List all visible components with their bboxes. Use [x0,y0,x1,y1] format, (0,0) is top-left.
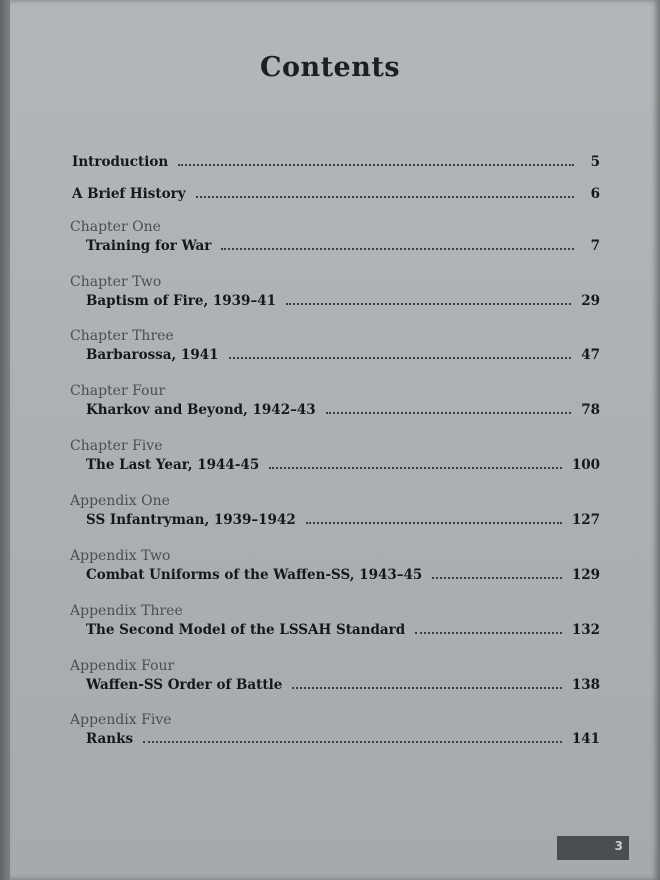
toc-entry-label: Chapter Two [70,274,162,290]
toc-entry-chapter-two [70,273,600,311]
toc-entry-title: The Second Model of the LSSAH Standard [86,622,406,638]
toc-entry-appendix-four [70,657,600,695]
toc-entry-page: 7 [590,238,600,254]
toc-entry-label: Chapter Five [70,438,163,454]
toc-entry-page: 78 [581,402,600,418]
toc-entry-label: Appendix Three [70,603,183,619]
dot-leader [292,687,562,689]
toc-entry-appendix-three [70,602,600,640]
toc-entry-page: 138 [571,677,600,693]
toc-entry-page: 5 [590,154,600,170]
dot-leader [143,741,562,743]
dot-leader [269,467,562,469]
dot-leader [229,357,572,359]
toc-entry-label: Appendix Four [70,658,175,674]
toc-entry-chapter-four [70,382,600,420]
dot-leader [286,303,571,305]
dot-leader [221,248,574,250]
toc-entry-appendix-two [70,547,600,585]
dot-leader [326,412,572,414]
toc-entry-title: Combat Uniforms of the Waffen-SS, 1943–45 [86,567,423,583]
toc-entry-appendix-five [70,711,600,749]
toc-entry-appendix-one [70,492,600,530]
toc-entry-title: Barbarossa, 1941 [86,347,219,363]
toc-entry-page: 47 [581,347,600,363]
toc-entry-title: The Last Year, 1944-45 [86,457,260,473]
toc-entry-page: 6 [590,186,600,202]
toc-entry-title: Ranks [86,731,134,747]
toc-entry-page: 132 [571,622,600,638]
toc-entry-title: Waffen-SS Order of Battle [86,677,283,693]
toc-entry-title: Kharkov and Beyond, 1942–43 [86,402,316,418]
page-number: 3 [614,839,623,853]
toc-entry-brief-history [70,184,600,204]
toc-entry-title: Training for War [86,238,212,254]
toc-entry-page: 129 [571,567,600,583]
page-title: Contents [259,52,401,83]
book-spine-edge [0,0,10,880]
toc-entry-label: Chapter Three [70,328,174,344]
toc-entry-label: Chapter One [70,219,161,235]
toc-entry-page: 141 [571,731,600,747]
dot-leader [178,164,574,166]
toc-entry-label: Appendix One [70,493,170,509]
toc-entry-page: 127 [571,512,600,528]
dot-leader [415,632,562,634]
dot-leader [306,522,562,524]
toc-entry-title: Baptism of Fire, 1939–41 [86,293,276,309]
toc-entry-title: A Brief History [72,186,186,202]
toc-entry-chapter-five [70,437,600,475]
toc-entry-label: Appendix Two [70,548,171,564]
toc-entry-title: Introduction [72,154,169,170]
page-number-tab [557,836,629,860]
toc-entry-title: SS Infantryman, 1939–1942 [86,512,296,528]
toc-entry-label: Appendix Five [70,712,172,728]
dot-leader [196,196,574,198]
toc-entry-page: 100 [571,457,600,473]
dot-leader [432,577,562,579]
toc-entry-introduction [70,152,600,172]
toc-entry-chapter-one [70,218,600,256]
toc-entry-page: 29 [581,293,600,309]
toc-entry-chapter-three [70,327,600,365]
toc-entry-label: Chapter Four [70,383,166,399]
